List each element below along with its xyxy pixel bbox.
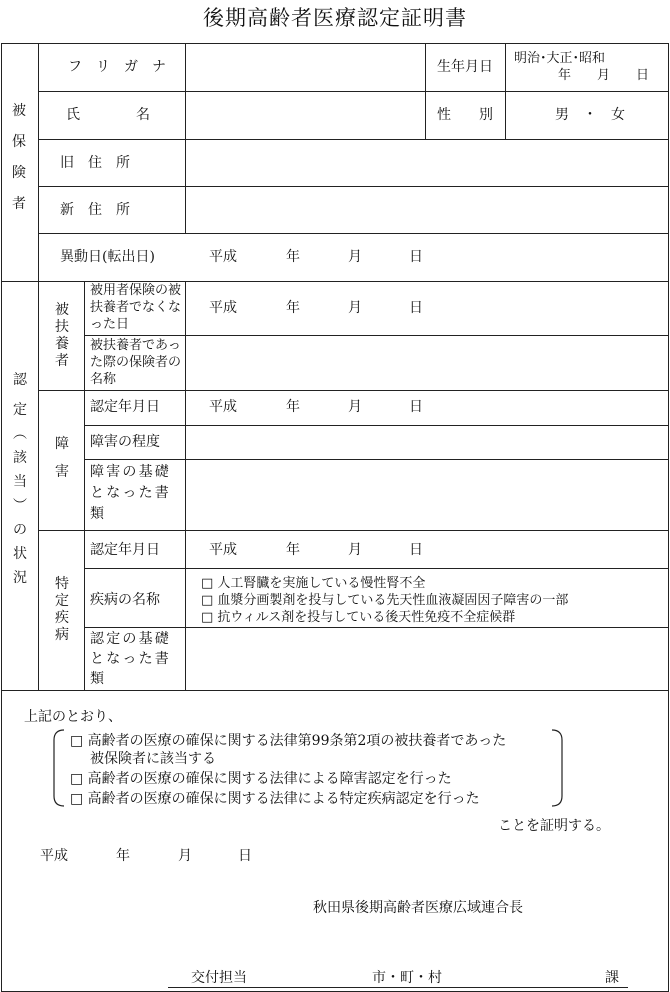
disease-date-label: 認定年月日 xyxy=(90,542,160,558)
disease-option[interactable]: □ 血漿分画製剤を投与している先天性血液凝固因子障害の一部 xyxy=(201,593,569,608)
certify-year: 年 xyxy=(116,848,130,864)
disease-era: 平成 xyxy=(209,542,237,558)
furigana-label: フ リ ガ ナ xyxy=(68,59,166,75)
form-title: 後期高齢者医療認定証明書 xyxy=(203,6,467,30)
dependent-year: 年 xyxy=(286,300,300,316)
certify-lead: 上記のとおり、 xyxy=(24,709,122,725)
dependent-label: 被 扶 養 者 xyxy=(55,302,69,369)
certify-tail: ことを証明する。 xyxy=(498,818,610,834)
old-address-label: 旧 住 所 xyxy=(60,155,130,171)
disability-month: 月 xyxy=(348,399,362,415)
furigana-field[interactable] xyxy=(188,50,424,90)
right-brace xyxy=(550,728,566,808)
dependent-date-label: 被用者保険の被扶養者でなくなった日 xyxy=(90,283,182,332)
transfer-era: 平成 xyxy=(209,249,237,265)
footer-underline xyxy=(168,987,628,988)
disease-month: 月 xyxy=(348,542,362,558)
disability-date-label: 認定年月日 xyxy=(90,399,160,415)
insured-vertical-label: 被 保 険 者 xyxy=(12,103,26,212)
name-field[interactable] xyxy=(188,96,424,136)
certify-era: 平成 xyxy=(40,848,68,864)
disability-year: 年 xyxy=(286,399,300,415)
sex-label: 性 別 xyxy=(437,107,493,123)
new-address-field[interactable] xyxy=(188,191,666,231)
transfer-year: 年 xyxy=(286,249,300,265)
certify-item[interactable]: □ 高齢者の医療の確保に関する法律による特定疾病認定を行った xyxy=(70,791,480,807)
disease-name-label: 疾病の名称 xyxy=(90,592,160,608)
disability-basis-label: 障害の基礎となった書類 xyxy=(90,464,171,522)
name-label: 氏 名 xyxy=(66,107,150,123)
certify-item[interactable]: □ 高齢者の医療の確保に関する法律第99条第2項の被扶養者であった xyxy=(70,733,507,749)
issuer-name: 秋田県後期高齢者医療広域連合長 xyxy=(313,900,523,916)
disease-year: 年 xyxy=(286,542,300,558)
birth-ymd: 年 月 日 xyxy=(558,68,650,83)
disease-basis-label: 認定の基礎となった書類 xyxy=(90,631,171,687)
birth-date-label: 生年月日 xyxy=(437,59,493,75)
disability-basis-field[interactable] xyxy=(188,463,666,527)
disease-label: 特 定 疾 病 xyxy=(55,576,69,643)
birth-era: 明治･大正･昭和 xyxy=(514,51,606,66)
certify-item-cont: 被保険者に該当する xyxy=(90,751,216,767)
dependent-month: 月 xyxy=(348,300,362,316)
disease-option[interactable]: □ 人工腎臓を実施している慢性腎不全 xyxy=(201,576,426,591)
footer-section: 課 xyxy=(605,970,619,986)
disability-degree-field[interactable] xyxy=(188,428,666,457)
transfer-day: 日 xyxy=(409,249,423,265)
disability-era: 平成 xyxy=(209,399,237,415)
transfer-date-label: 異動日(転出日) xyxy=(60,249,155,265)
transfer-month: 月 xyxy=(348,249,362,265)
certify-day: 日 xyxy=(238,848,252,864)
old-address-field[interactable] xyxy=(188,144,666,184)
footer-municipality: 市・町・村 xyxy=(372,970,442,986)
disability-degree-label: 障害の程度 xyxy=(90,434,160,450)
new-address-label: 新 住 所 xyxy=(60,202,130,218)
disability-day: 日 xyxy=(409,399,423,415)
dependent-day: 日 xyxy=(409,300,423,316)
dependent-insurer-field[interactable] xyxy=(188,340,666,386)
disease-option[interactable]: □ 抗ウィルス剤を投与している後天性免疫不全症候群 xyxy=(201,610,516,625)
certify-item[interactable]: □ 高齢者の医療の確保に関する法律による障害認定を行った xyxy=(70,771,452,787)
status-vertical-label: 認 定 ︵ 該 当 ︶ の 状 況 xyxy=(13,372,27,586)
certify-month: 月 xyxy=(178,848,192,864)
dependent-era: 平成 xyxy=(209,300,237,316)
disability-label: 障 害 xyxy=(55,436,69,480)
left-brace xyxy=(50,728,66,808)
sex-value[interactable]: 男 ・ 女 xyxy=(555,107,625,123)
disease-day: 日 xyxy=(409,542,423,558)
footer-issuer-label: 交付担当 xyxy=(191,970,247,986)
dependent-insurer-label: 被扶養者であった際の保険者の名称 xyxy=(90,338,182,387)
disease-basis-field[interactable] xyxy=(188,631,666,687)
